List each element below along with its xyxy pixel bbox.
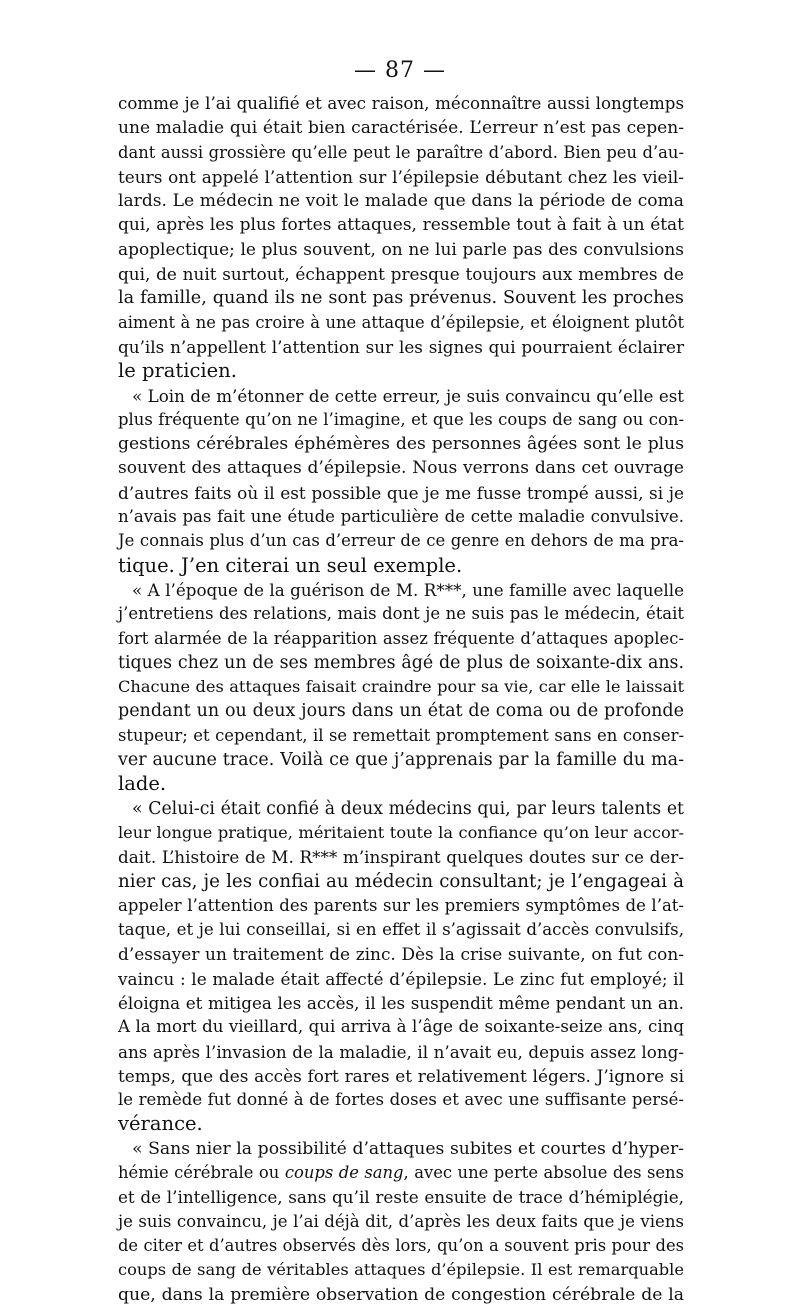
text-line: leur longue pratique, méritaient toute la confiance qu’on leur accor- xyxy=(118,822,684,842)
text-line: plus fréquente qu’on ne l’imagine, et que les coups de sang ou con- xyxy=(118,409,684,429)
text-line: le praticien. xyxy=(118,359,237,383)
text-line: tiques chez un de ses membres âgé de plus de soixante-dix ans. xyxy=(118,652,684,673)
italic-phrase: coups de sang xyxy=(284,1163,404,1183)
text-line: « A l’époque de la guérison de M. R***, une famille avec laquelle xyxy=(132,579,684,600)
text-line: de citer et d’autres observés dès lors, qu’on a souvent pris pour des xyxy=(118,1235,684,1255)
text-line: hémie cérébrale ou coups de sang, avec une perte absolue des sens xyxy=(118,1163,684,1183)
text-line: stupeur; et cependant, il se remettait promptement sans en conser- xyxy=(118,725,684,745)
text-line: gestions cérébrales éphémères des personnes âgées sont le plus xyxy=(118,434,684,455)
text-line: appeler l’attention des parents sur les premiers symptômes de l’at- xyxy=(118,895,684,915)
text-line: Chacune des attaques faisait craindre pour sa vie, car elle le laissait xyxy=(118,677,684,697)
text-line: ver aucune trace. Voilà ce que j’apprenais par la famille du ma- xyxy=(118,750,684,771)
text-line: n’avais pas fait une étude particulière de cette maladie convulsive. xyxy=(118,507,684,527)
text-line: qui, après les plus fortes attaques, ressemble tout à fait à un état xyxy=(118,215,684,236)
text-line: ans après l’invasion de la maladie, il n’avait eu, depuis assez long- xyxy=(118,1041,684,1062)
text-line: dait. L’histoire de M. R*** m’inspirant quelques doutes sur ce der- xyxy=(118,847,684,868)
text-line: d’autres faits où il est possible que je me fusse trompé aussi, si je xyxy=(118,482,684,503)
text-line: coups de sang de véritables attaques d’épilepsie. Il est remarquable xyxy=(118,1260,684,1280)
text-line: tique. J’en citerai un seul exemple. xyxy=(118,553,463,577)
text-line: aiment à ne pas croire à une attaque d’épilepsie, et éloignent plutôt xyxy=(118,312,684,332)
text-line: souvent des attaques d’épilepsie. Nous verrons dans cet ouvrage xyxy=(118,458,684,479)
text-line: qui, de nuit surtout, échappent presque toujours aux membres de xyxy=(118,264,684,285)
page-number: — 87 — xyxy=(354,58,446,83)
text-line: la famille, quand ils ne sont pas prévenus. Souvent les proches xyxy=(118,288,684,309)
text-line: d’essayer un traitement de zinc. Dès la crise suivante, on fut con- xyxy=(118,944,684,965)
text-line: « Sans nier la possibilité d’attaques subites et courtes d’hyper- xyxy=(132,1138,684,1159)
text-line: apoplectique; le plus souvent, on ne lui parle pas des convulsions xyxy=(118,239,684,260)
text-line: vérance. xyxy=(118,1112,203,1136)
text-line: teurs ont appelé l’attention sur l’épilepsie débutant chez les vieil- xyxy=(118,166,684,187)
text-line: j’entretiens des relations, mais dont je ne suis pas le médecin, était xyxy=(118,604,684,624)
text-line: comme je l’ai qualifié et avec raison, méconnaître aussi longtemps xyxy=(118,94,684,113)
body-text xyxy=(118,92,684,1307)
text-line: taque, et je lui conseillai, si en effet il s’agissait d’accès convulsifs, xyxy=(118,920,684,940)
text-line: A la mort du vieillard, qui arriva à l’âge de soixante-seize ans, cinq xyxy=(118,1017,684,1037)
text-line: lards. Le médecin ne voit le malade que dans la période de coma xyxy=(118,191,684,212)
text-line: nier cas, je les confiai au médecin consultant; je l’engageai à xyxy=(118,870,684,892)
text-line: fort alarmée de la réapparition assez fréquente d’attaques apoplec- xyxy=(118,628,684,648)
text-line: lade. xyxy=(118,772,167,796)
text-line: « Loin de m’étonner de cette erreur, je suis convaincu qu’elle est xyxy=(132,385,684,406)
text-line: pendant un ou deux jours dans un état de coma ou de profonde xyxy=(118,701,684,722)
text-line: dant aussi grossière qu’elle peut le paraître d’abord. Bien peu d’au- xyxy=(118,142,684,162)
text-line: temps, que des accès fort rares et relativement légers. J’ignore si xyxy=(118,1065,684,1086)
text-line: éloigna et mitigea les accès, il les suspendit même pendant un an. xyxy=(118,992,684,1013)
text-line: et de l’intelligence, sans qu’il reste ensuite de trace d’hémiplégie, xyxy=(118,1187,684,1208)
text-line: je suis convaincu, je l’ai déjà dit, d’après les deux faits que je viens xyxy=(118,1211,684,1231)
text-line: vaincu : le malade était affecté d’épilepsie. Le zinc fut employé; il xyxy=(118,968,684,989)
text-line: qu’ils n’appellent l’attention sur les signes qui pourraient éclairer xyxy=(118,336,684,357)
text-line: une maladie qui était bien caractérisée. L’erreur n’est pas cepen- xyxy=(118,118,684,139)
text-line: le remède fut donné à de fortes doses et avec une suffisante persé- xyxy=(118,1090,684,1110)
text-line: « Celui-ci était confié à deux médecins qui, par leurs talents et xyxy=(132,798,684,819)
text-line: Je connais plus d’un cas d’erreur de ce genre en dehors de ma pra- xyxy=(118,531,684,551)
text-line: que, dans la première observation de congestion cérébrale de la xyxy=(118,1284,684,1305)
